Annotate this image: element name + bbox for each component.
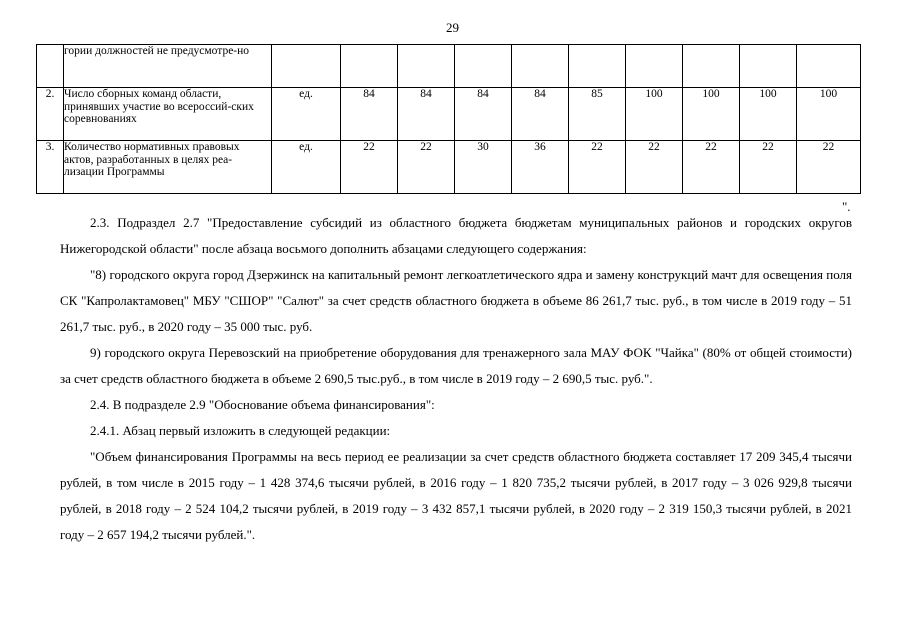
value-cell: 85: [569, 88, 626, 141]
paragraph: 2.3. Подраздел 2.7 "Предоставление субсидий из областного бюджета бюджетам муниципальных районов и городских округов Нижегородской области" после абзаца восьмого дополнить абзацами следующего содержания:: [60, 215, 852, 256]
value-cell: 22: [626, 141, 683, 194]
value-cell: 22: [341, 141, 398, 194]
value-cell: 22: [740, 141, 797, 194]
indicator-name: Число сборных команд области, принявших участие во всероссий-ских соревнованиях: [64, 88, 272, 141]
value-cell: [626, 45, 683, 88]
indicator-name: гории должностей не предусмотре-но: [64, 45, 272, 88]
unit-cell: ед.: [272, 88, 341, 141]
paragraph: "8) городского округа город Дзержинск на капитальный ремонт легкоатлетического ядра и замену конструкций мачт для освещения поля СК "Капролактамовец" МБУ "СШОР" "Салют" за счет средств областного бюджета в объеме 86 261,7 тыс. руб., в том числе в 2019 году – 51 261,7 тыс. руб., в 2020 году – 35 000 тыс. руб.: [60, 267, 852, 334]
value-cell: [455, 45, 512, 88]
value-cell: 100: [626, 88, 683, 141]
paragraph: "Объем финансирования Программы на весь период ее реализации за счет средств областного бюджета составляет 17 209 345,4 тысячи рублей, в том числе в 2015 году – 1 428 374,6 тысячи рублей, в 2016 году – 1 820 735,2 тысячи рублей, в 2017 году – 3 026 929,8 тысячи рублей, в 2018 году – 2 524 104,2 тысячи рублей, в 2019 году – 3 432 857,1 тысячи рублей, в 2020 году – 2 319 150,3 тысячи рублей, в 2021 году – 2 657 194,2 тысячи рублей.".: [60, 449, 852, 542]
value-cell: [398, 45, 455, 88]
value-cell: 84: [398, 88, 455, 141]
table-row: [37, 88, 861, 141]
table-row: [37, 141, 861, 194]
indicator-name: Количество нормативных правовых актов, разработанных в целях реа-лизации Программы: [64, 141, 272, 194]
value-cell: 100: [740, 88, 797, 141]
value-cell: 100: [797, 88, 861, 141]
paragraph: 9) городского округа Перевозский на приобретение оборудования для тренажерного зала МАУ ФОК "Чайка" (80% от общей стоимости) за счет средств областного бюджета в объеме 2 690,5 тыс.руб., в том числе в 2019 году – 2 690,5 тыс. руб.".: [60, 345, 852, 386]
unit-cell: ед.: [272, 141, 341, 194]
value-cell: 36: [512, 141, 569, 194]
value-cell: 22: [569, 141, 626, 194]
document-body: [60, 210, 852, 548]
value-cell: 84: [512, 88, 569, 141]
value-cell: [683, 45, 740, 88]
value-cell: 100: [683, 88, 740, 141]
paragraph: 2.4.1. Абзац первый изложить в следующей редакции:: [90, 423, 391, 438]
value-cell: 30: [455, 141, 512, 194]
row-number: [37, 45, 64, 88]
value-cell: [569, 45, 626, 88]
paragraph: 2.4. В подразделе 2.9 "Обоснование объема финансирования":: [90, 397, 435, 412]
value-cell: [797, 45, 861, 88]
value-cell: [512, 45, 569, 88]
value-cell: [341, 45, 398, 88]
value-cell: 22: [398, 141, 455, 194]
value-cell: 22: [797, 141, 861, 194]
indicators-table: [36, 44, 861, 194]
row-number: 2.: [37, 88, 64, 141]
unit-cell: [272, 45, 341, 88]
page-number: 29: [446, 20, 459, 35]
value-cell: 84: [455, 88, 512, 141]
value-cell: 22: [683, 141, 740, 194]
table-closing-quote: ".: [842, 199, 851, 214]
value-cell: 84: [341, 88, 398, 141]
value-cell: [740, 45, 797, 88]
row-number: 3.: [37, 141, 64, 194]
table-row: [37, 45, 861, 88]
